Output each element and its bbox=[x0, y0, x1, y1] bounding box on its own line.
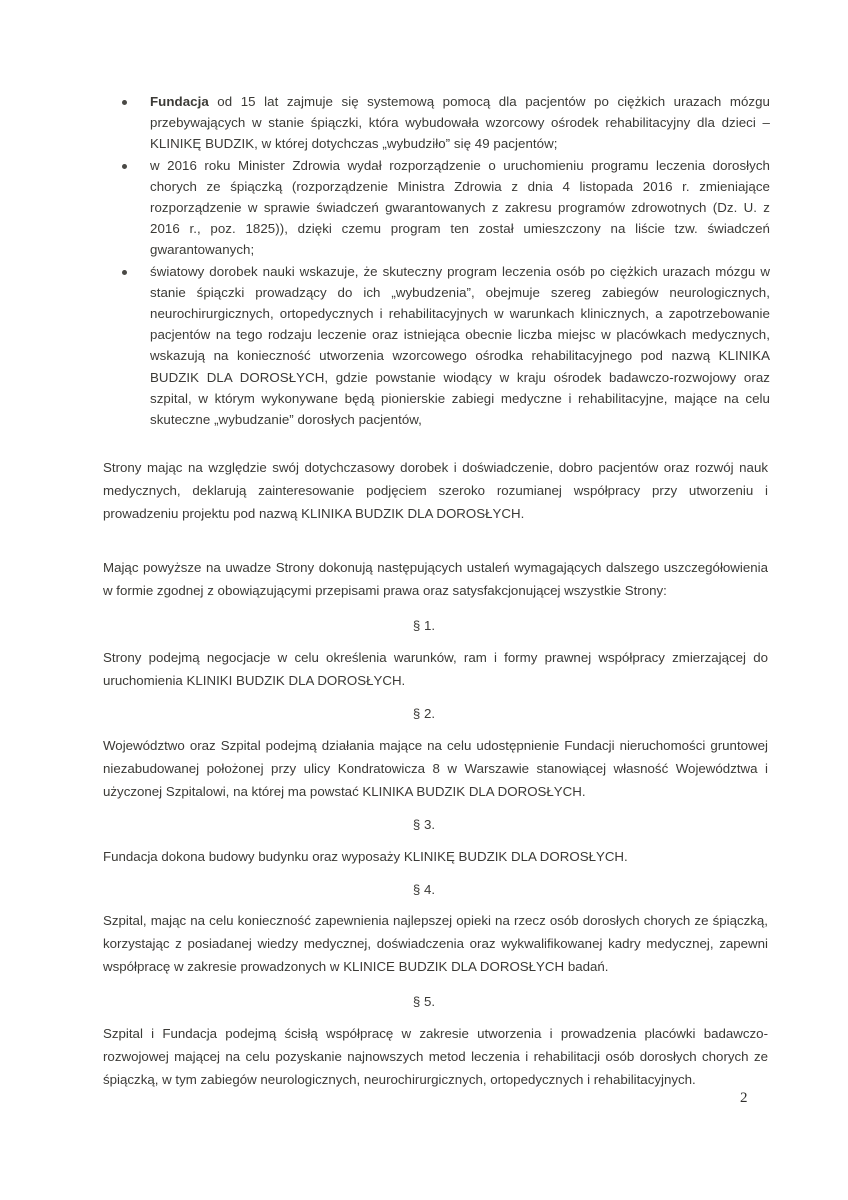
section-heading-4: § 4. bbox=[412, 882, 436, 897]
preamble-paragraph: Mając powyższe na uwadze Strony dokonują następujących ustaleń wymagających dalszego uszczegółowienia w formie zgodnej z obowiązującymi przepisami prawa oraz satysfakcjonującej wszystkie Strony: bbox=[103, 560, 768, 598]
bullet-text bbox=[150, 91, 770, 155]
section-text-3: Fundacja dokona budowy budynku oraz wyposaży KLINIKĘ BUDZIK DLA DOROSŁYCH. bbox=[103, 849, 628, 864]
section-heading-3: § 3. bbox=[412, 817, 436, 832]
section-heading-2: § 2. bbox=[412, 706, 436, 721]
bullet-text bbox=[150, 261, 770, 431]
intro-paragraph: Strony mając na względzie swój dotychczasowy dorobek i doświadczenie, dobro pacjentów oraz rozwój nauk medycznych, deklarują zainteresowanie podjęciem szeroko rozumianej współpracy przy utworzeniu i prowadzeniu projektu pod nazwą KLINIKA BUDZIK DLA DOROSŁYCH. bbox=[103, 460, 768, 521]
bullet-lead: Fundacja bbox=[150, 94, 209, 109]
bullet-dot-icon bbox=[122, 100, 127, 105]
preamble-bullet-list bbox=[103, 91, 770, 430]
section-text-4: Szpital, mając na celu konieczność zapewnienia najlepszej opieki na rzecz osób dorosłych chorych ze śpiączką, korzystając z posiadanej wiedzy medycznej, doświadczenia oraz wykwalifikowanej kadry medycznej, zapewni współpracę w zakresie prowadzonych w KLINICE BUDZIK DLA DOROSŁYCH badań. bbox=[103, 913, 768, 974]
bullet-item bbox=[103, 155, 770, 261]
bullet-dot-icon bbox=[122, 164, 127, 169]
bullet-body: w 2016 roku Minister Zdrowia wydał rozporządzenie o uruchomieniu programu leczenia dorosłych chorych ze śpiączką (rozporządzenie Ministra Zdrowia z dnia 4 listopada 2016 r. zmieniające rozporządzenie w sprawie świadczeń gwarantowanych z zakresu programów zdrowotnych (Dz. U. z 2016 r., poz. 1825)), dzięki czemu program ten został umieszczony na liście tzw. świadczeń gwarantowanych; bbox=[150, 157, 770, 258]
bullet-item bbox=[103, 261, 770, 431]
section-heading-5: § 5. bbox=[412, 994, 436, 1009]
bullet-body: od 15 lat zajmuje się systemową pomocą dla pacjentów po ciężkich urazach mózgu przebywających w stanie śpiączki, która wybudowała wzorcowy ośrodek rehabilitacyjny dla dzieci – KLINIKĘ BUDZIK, w której dotychczas „wybudziło” się 49 pacjentów; bbox=[150, 94, 770, 152]
section-heading-1: § 1. bbox=[412, 618, 436, 633]
bullet-dot-icon bbox=[122, 270, 127, 275]
page-number: 2 bbox=[740, 1090, 748, 1106]
bullet-text bbox=[150, 155, 770, 261]
section-text-2: Województwo oraz Szpital podejmą działania mające na celu udostępnienie Fundacji nieruchomości gruntowej niezabudowanej położonej przy ulicy Kondratowicza 8 w Warszawie stanowiącej własność Województwa i użyczonej Szpitalowi, na której ma powstać KLINIKA BUDZIK DLA DOROSŁYCH. bbox=[103, 738, 768, 799]
section-text-1: Strony podejmą negocjacje w celu określenia warunków, ram i formy prawnej współpracy zmierzającej do uruchomienia KLINIKI BUDZIK DLA DOROSŁYCH. bbox=[103, 650, 768, 688]
bullet-item bbox=[103, 91, 770, 155]
section-text-5: Szpital i Fundacja podejmą ścisłą współpracę w zakresie utworzenia i prowadzenia placówki badawczo-rozwojowej mającej na celu pozyskanie najnowszych metod leczenia i rehabilitacji osób dorosłych chorych ze śpiączką, w tym zabiegów neurologicznych, neurochirurgicznych, ortopedycznych i rehabilitacyjnych. bbox=[103, 1026, 768, 1087]
bullet-body: światowy dorobek nauki wskazuje, że skuteczny program leczenia osób po ciężkich urazach mózgu w stanie śpiączki prowadzący do ich „wybudzenia”, obejmuje szereg zabiegów neurologicznych, neurochirurgicznych, ortopedycznych i rehabilitacyjnych w warunkach klinicznych, a zapotrzebowanie pacjentów na tego rodzaju leczenie oraz istniejąca obecnie liczba miejsc w placówkach medycznych, wskazują na konieczność utworzenia wzorcowego ośrodka rehabilitacyjnego pod nazwą KLINIKA BUDZIK DLA DOROSŁYCH, gdzie powstanie wiodący w kraju ośrodek badawczo-rozwojowy oraz szpital, w którym wykonywane będą pionierskie zabiegi medyczne i rehabilitacyjne, mające na celu skuteczne „wybudzanie” dorosłych pacjentów, bbox=[150, 263, 770, 428]
